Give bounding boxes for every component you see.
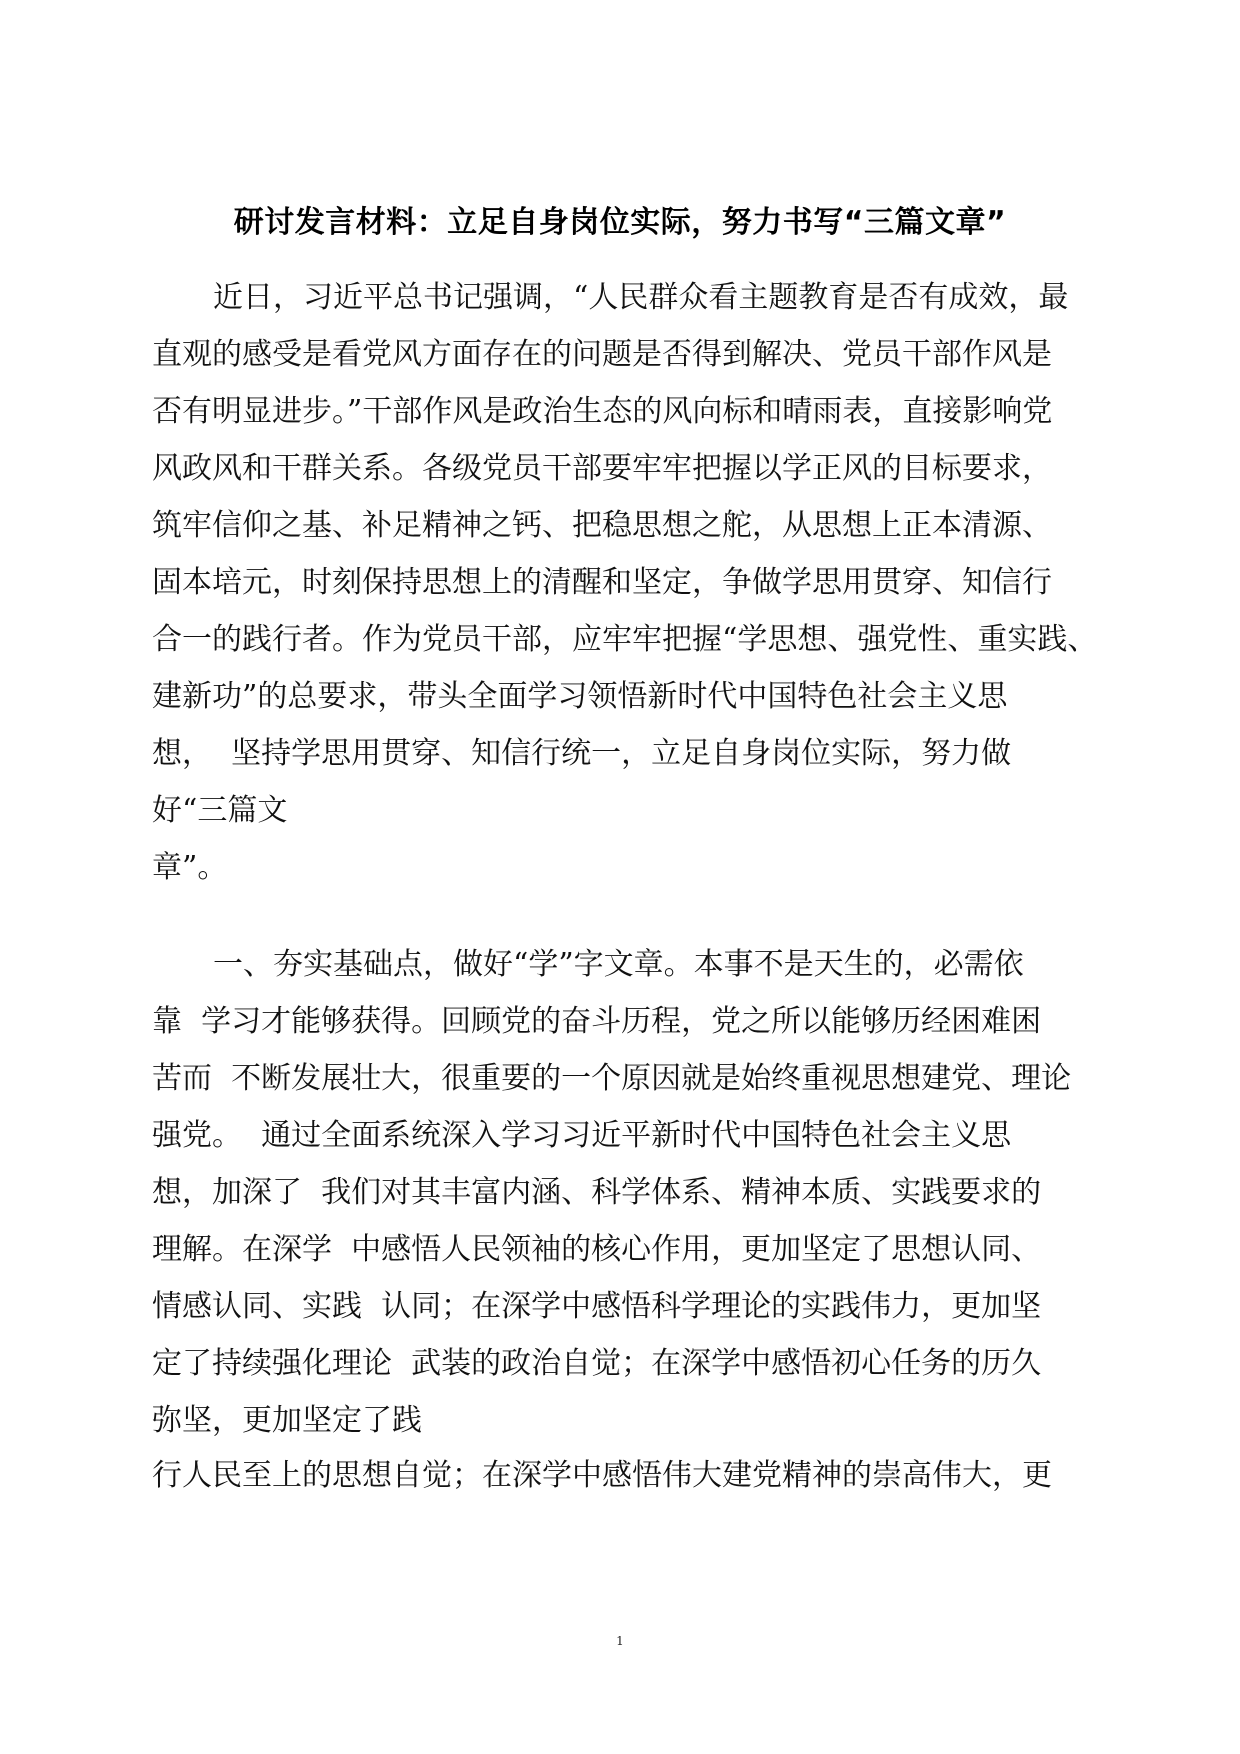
body-line: 直观的感受是看党风方面存在的问题是否得到解决、党员干部作风是 (152, 337, 1052, 372)
body-line: 情感认同、实践 认同；在深学中感悟科学理论的实践伟力，更加坚 (152, 1289, 1042, 1324)
body-line: 想， 坚持学思用贯穿、知信行统一，立足自身岗位实际，努力做 (152, 736, 1012, 771)
body-line: 一、夯实基础点，做好“学”字文章。本事不是天生的，必需依 (213, 947, 1024, 982)
body-line: 章”。 (152, 850, 228, 885)
body-line: 风政风和干群关系。各级党员干部要牢牢把握以学正风的目标要求， (152, 451, 1052, 486)
document-title: 研讨发言材料：立足自身岗位实际，努力书写“三篇文章” (233, 205, 1007, 240)
body-line: 弥坚，更加坚定了践 (152, 1403, 422, 1438)
body-line: 否有明显进步。”干部作风是政治生态的风向标和晴雨表，直接影响党 (152, 394, 1053, 429)
body-line: 理解。在深学 中感悟人民领袖的核心作用，更加坚定了思想认同、 (152, 1232, 1042, 1267)
page-number: 1 (616, 1634, 624, 1648)
body-line: 定了持续强化理论 武装的政治自觉；在深学中感悟初心任务的历久 (152, 1346, 1042, 1381)
body-line: 想，加深了 我们对其丰富内涵、科学体系、精神本质、实践要求的 (152, 1175, 1042, 1210)
body-line: 筑牢信仰之基、补足精神之钙、把稳思想之舵，从思想上正本清源、 (152, 508, 1052, 543)
body-line: 固本培元，时刻保持思想上的清醒和坚定，争做学思用贯穿、知信行 (152, 565, 1052, 600)
body-line: 靠 学习才能够获得。回顾党的奋斗历程，党之所以能够历经困难困 (152, 1004, 1042, 1039)
body-line: 建新功”的总要求，带头全面学习领悟新时代中国特色社会主义思 (152, 679, 1008, 714)
body-line: 行人民至上的思想自觉；在深学中感悟伟大建党精神的崇高伟大，更 (152, 1458, 1052, 1493)
body-line: 苦而 不断发展壮大，很重要的一个原因就是始终重视思想建党、理论 (152, 1061, 1072, 1096)
body-line: 好“三篇文 (152, 793, 288, 828)
body-line: 合一的践行者。作为党员干部，应牢牢把握“学思想、强党性、重实践、 (152, 622, 1098, 657)
body-line: 近日，习近平总书记强调，“人民群众看主题教育是否有成效，最 (213, 280, 1069, 315)
body-line: 强党。 通过全面系统深入学习习近平新时代中国特色社会主义思 (152, 1118, 1012, 1153)
